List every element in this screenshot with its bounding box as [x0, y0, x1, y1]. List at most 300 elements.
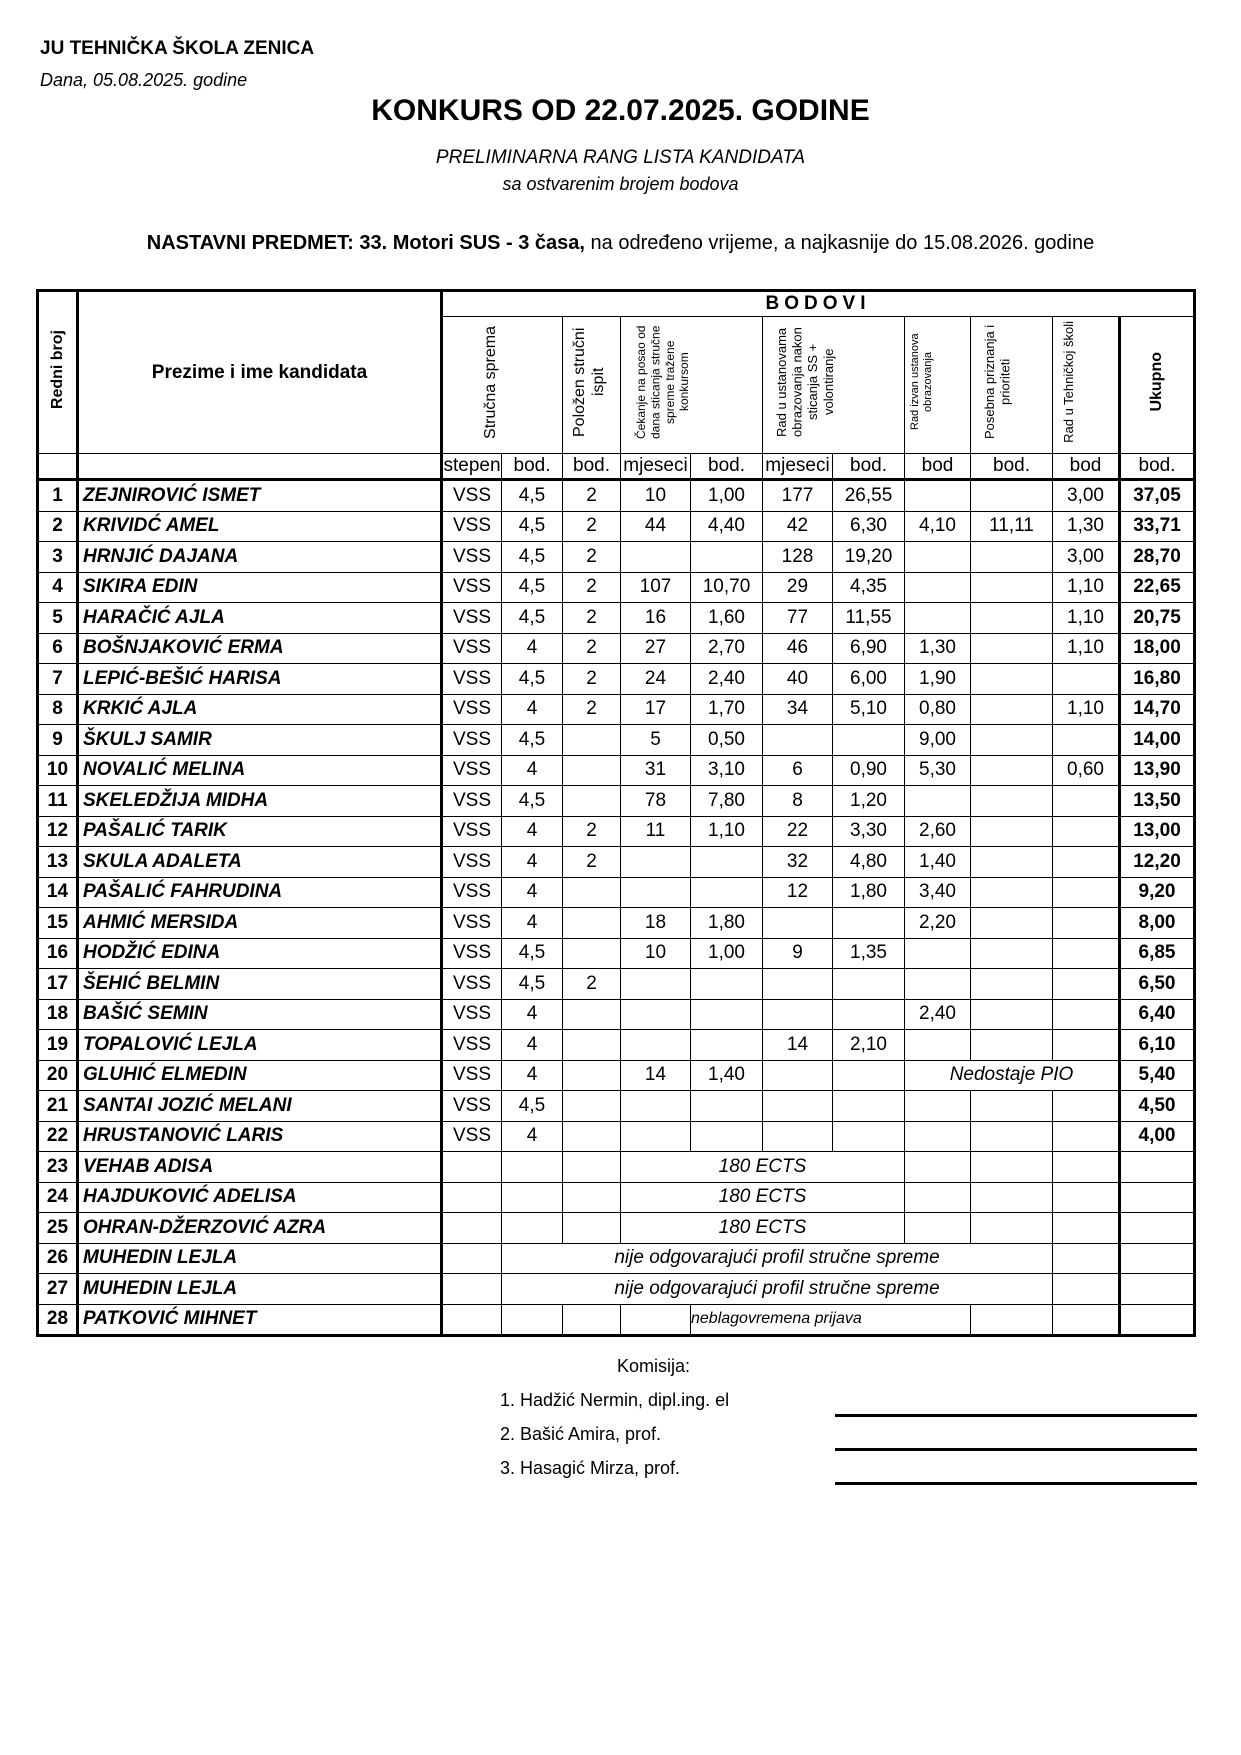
stepen: VSS	[442, 877, 502, 908]
row-number: 14	[38, 877, 78, 908]
cell-empty	[1053, 1152, 1120, 1183]
special-points	[971, 755, 1053, 786]
missing-pio-note: Nedostaje PIO	[905, 1060, 1120, 1091]
exam-points	[563, 725, 621, 756]
header-rad-izvan: Rad izvan ustanova obrazovanja	[905, 317, 971, 454]
komisija-member: 2. Bašić Amira, prof.	[500, 1424, 662, 1444]
cell-empty	[1053, 1304, 1120, 1336]
stepen: VSS	[442, 999, 502, 1030]
header-rad-tehnicka: Rad u Tehničkoj školi	[1053, 317, 1120, 454]
candidate-name: TOPALOVIĆ LEJLA	[78, 1030, 442, 1061]
sprema-points: 4,5	[502, 603, 563, 634]
waiting-points	[691, 1030, 763, 1061]
stepen: VSS	[442, 1091, 502, 1122]
sprema-points: 4,5	[502, 664, 563, 695]
work-points	[833, 1091, 905, 1122]
sprema-points: 4,5	[502, 1091, 563, 1122]
waiting-points	[691, 542, 763, 573]
sprema-points: 4,5	[502, 572, 563, 603]
sprema-points: 4	[502, 999, 563, 1030]
komisija-member: 1. Hadžić Nermin, dipl.ing. el	[500, 1390, 730, 1410]
table-row	[38, 603, 1195, 634]
header-ukupno: Ukupno	[1120, 317, 1195, 454]
special-points: 11,11	[971, 511, 1053, 542]
table-row	[38, 1091, 1195, 1122]
special-points	[971, 999, 1053, 1030]
work-points: 1,20	[833, 786, 905, 817]
signature-line	[835, 1414, 1197, 1417]
outside-work-points	[905, 1091, 971, 1122]
header-name: Prezime i ime kandidata	[78, 291, 442, 454]
ects-note: 180 ECTS	[621, 1182, 905, 1213]
table-row	[38, 633, 1195, 664]
cell-empty	[971, 1213, 1053, 1244]
table-row	[38, 1182, 1195, 1213]
work-months: 32	[763, 847, 833, 878]
row-number: 16	[38, 938, 78, 969]
work-points: 19,20	[833, 542, 905, 573]
document-date: Dana, 05.08.2025. godine	[40, 70, 248, 90]
work-months	[763, 725, 833, 756]
waiting-points: 1,00	[691, 480, 763, 512]
cell-empty	[502, 1213, 563, 1244]
table-row	[38, 938, 1195, 969]
special-points	[971, 938, 1053, 969]
candidate-name: OHRAN-DŽERZOVIĆ AZRA	[78, 1213, 442, 1244]
waiting-months: 14	[621, 1060, 691, 1091]
sprema-points: 4	[502, 877, 563, 908]
row-number: 5	[38, 603, 78, 634]
subheader-bod: bod.	[1120, 454, 1195, 480]
work-points: 26,55	[833, 480, 905, 512]
exam-points	[563, 755, 621, 786]
table-row	[38, 969, 1195, 1000]
outside-work-points: 0,80	[905, 694, 971, 725]
waiting-points	[691, 1121, 763, 1152]
work-points: 4,80	[833, 847, 905, 878]
row-number: 15	[38, 908, 78, 939]
table-row	[38, 1243, 1195, 1274]
work-months	[763, 1121, 833, 1152]
stepen: VSS	[442, 1121, 502, 1152]
table-row	[38, 908, 1195, 939]
total-points: 4,50	[1120, 1091, 1195, 1122]
total-points	[1120, 1152, 1195, 1183]
exam-points: 2	[563, 847, 621, 878]
subheader-empty	[38, 454, 78, 480]
stepen: VSS	[442, 664, 502, 695]
total-points: 8,00	[1120, 908, 1195, 939]
total-points: 13,00	[1120, 816, 1195, 847]
candidate-name: AHMIĆ MERSIDA	[78, 908, 442, 939]
waiting-points: 0,50	[691, 725, 763, 756]
work-months: 46	[763, 633, 833, 664]
waiting-points: 4,40	[691, 511, 763, 542]
work-points: 2,10	[833, 1030, 905, 1061]
table-row	[38, 786, 1195, 817]
sprema-points: 4	[502, 908, 563, 939]
subtitle-secondary: sa ostvarenim brojem bodova	[502, 174, 739, 194]
waiting-points: 1,60	[691, 603, 763, 634]
row-number: 3	[38, 542, 78, 573]
ranking-table	[36, 289, 1196, 1337]
tehnicka-points: 1,10	[1053, 572, 1120, 603]
sprema-points: 4	[502, 1121, 563, 1152]
outside-work-points: 1,90	[905, 664, 971, 695]
cell-empty	[905, 1152, 971, 1183]
tehnicka-points: 3,00	[1053, 480, 1120, 512]
late-application-note: neblagovremena prijava	[691, 1304, 971, 1336]
work-months: 42	[763, 511, 833, 542]
waiting-months: 31	[621, 755, 691, 786]
table-row	[38, 725, 1195, 756]
sprema-points: 4	[502, 755, 563, 786]
waiting-points	[691, 877, 763, 908]
cell-empty	[442, 1304, 502, 1336]
candidate-name: PATKOVIĆ MIHNET	[78, 1304, 442, 1336]
header-polozen-ispit: Položen stručni ispit	[563, 317, 621, 454]
sprema-points: 4,5	[502, 938, 563, 969]
table-row	[38, 511, 1195, 542]
special-points	[971, 664, 1053, 695]
subheader-bod: bod	[1053, 454, 1120, 480]
outside-work-points	[905, 938, 971, 969]
cell-empty	[971, 1152, 1053, 1183]
tehnicka-points: 1,30	[1053, 511, 1120, 542]
sprema-points: 4	[502, 633, 563, 664]
waiting-points: 1,10	[691, 816, 763, 847]
waiting-months: 11	[621, 816, 691, 847]
cell-empty	[621, 1304, 691, 1336]
tehnicka-points	[1053, 938, 1120, 969]
subtitle: PRELIMINARNA RANG LISTA KANDIDATA	[435, 147, 806, 168]
total-points: 12,20	[1120, 847, 1195, 878]
header-cekanje: Čekanje na posao od dana sticanja stručne spreme tražene konkursom	[621, 317, 763, 454]
subject-rest: na određeno vrijeme, a najkasnije do 15.08.2026. godine	[584, 232, 1095, 254]
waiting-points	[691, 969, 763, 1000]
cell-empty	[563, 1182, 621, 1213]
work-months: 12	[763, 877, 833, 908]
row-number: 2	[38, 511, 78, 542]
candidate-name: ŠKULJ SAMIR	[78, 725, 442, 756]
table-body	[38, 480, 1195, 1336]
work-points: 1,35	[833, 938, 905, 969]
special-points	[971, 480, 1053, 512]
total-points	[1120, 1182, 1195, 1213]
row-number: 21	[38, 1091, 78, 1122]
exam-points	[563, 1121, 621, 1152]
cell-empty	[563, 1213, 621, 1244]
outside-work-points: 2,40	[905, 999, 971, 1030]
tehnicka-points	[1053, 1121, 1120, 1152]
exam-points: 2	[563, 694, 621, 725]
candidate-name: BAŠIĆ SEMIN	[78, 999, 442, 1030]
row-number: 1	[38, 480, 78, 512]
stepen: VSS	[442, 572, 502, 603]
candidate-name: BOŠNJAKOVIĆ ERMA	[78, 633, 442, 664]
special-points	[971, 603, 1053, 634]
row-number: 11	[38, 786, 78, 817]
work-points	[833, 1060, 905, 1091]
exam-points	[563, 1091, 621, 1122]
row-number: 10	[38, 755, 78, 786]
outside-work-points: 1,30	[905, 633, 971, 664]
subject-bold: NASTAVNI PREDMET: 33. Motori SUS - 3 časa,	[146, 232, 585, 254]
total-points: 14,70	[1120, 694, 1195, 725]
exam-points: 2	[563, 603, 621, 634]
candidate-name: GLUHIĆ ELMEDIN	[78, 1060, 442, 1091]
sprema-points: 4,5	[502, 542, 563, 573]
total-points: 6,40	[1120, 999, 1195, 1030]
cell-empty	[905, 1182, 971, 1213]
stepen: VSS	[442, 908, 502, 939]
total-points: 14,00	[1120, 725, 1195, 756]
stepen: VSS	[442, 938, 502, 969]
cell-empty	[502, 1152, 563, 1183]
exam-points: 2	[563, 816, 621, 847]
komisija-member: 3. Hasagić Mirza, prof.	[500, 1458, 681, 1478]
exam-points	[563, 877, 621, 908]
candidate-name: NOVALIĆ MELINA	[78, 755, 442, 786]
row-number: 13	[38, 847, 78, 878]
tehnicka-points: 1,10	[1053, 694, 1120, 725]
outside-work-points	[905, 969, 971, 1000]
special-points	[971, 816, 1053, 847]
outside-work-points	[905, 572, 971, 603]
exam-points: 2	[563, 633, 621, 664]
work-months	[763, 969, 833, 1000]
subheader-bod: bod.	[563, 454, 621, 480]
cell-empty	[502, 1304, 563, 1336]
work-months	[763, 1060, 833, 1091]
special-points	[971, 633, 1053, 664]
waiting-months	[621, 1091, 691, 1122]
subheader-bod: bod.	[833, 454, 905, 480]
exam-points	[563, 938, 621, 969]
cell-empty	[1053, 1243, 1120, 1274]
signature-line	[835, 1448, 1197, 1451]
tehnicka-points	[1053, 725, 1120, 756]
exam-points	[563, 786, 621, 817]
total-points: 6,85	[1120, 938, 1195, 969]
work-points	[833, 969, 905, 1000]
exam-points: 2	[563, 542, 621, 573]
candidate-name: SKELEDŽIJA MIDHA	[78, 786, 442, 817]
total-points: 33,71	[1120, 511, 1195, 542]
table-row	[38, 542, 1195, 573]
sprema-points: 4,5	[502, 786, 563, 817]
subheader-mjeseci: mjeseci	[621, 454, 691, 480]
work-months: 177	[763, 480, 833, 512]
subheader-mjeseci: mjeseci	[763, 454, 833, 480]
table-row	[38, 1152, 1195, 1183]
tehnicka-points	[1053, 664, 1120, 695]
sprema-points: 4	[502, 1030, 563, 1061]
row-number: 8	[38, 694, 78, 725]
outside-work-points	[905, 1121, 971, 1152]
outside-work-points	[905, 480, 971, 512]
special-points	[971, 1030, 1053, 1061]
waiting-months: 16	[621, 603, 691, 634]
cell-empty	[442, 1213, 502, 1244]
stepen: VSS	[442, 847, 502, 878]
subheader-bod: bod	[905, 454, 971, 480]
waiting-points	[691, 847, 763, 878]
total-points: 37,05	[1120, 480, 1195, 512]
table-row	[38, 755, 1195, 786]
subheader-bod: bod.	[691, 454, 763, 480]
candidate-name: HODŽIĆ EDINA	[78, 938, 442, 969]
cell-empty	[971, 1182, 1053, 1213]
tehnicka-points	[1053, 969, 1120, 1000]
page-title: KONKURS OD 22.07.2025. GODINE	[371, 94, 870, 127]
outside-work-points: 2,60	[905, 816, 971, 847]
row-number: 4	[38, 572, 78, 603]
stepen: VSS	[442, 694, 502, 725]
table-row	[38, 1121, 1195, 1152]
waiting-months	[621, 877, 691, 908]
work-points: 6,90	[833, 633, 905, 664]
waiting-points: 3,10	[691, 755, 763, 786]
row-number: 7	[38, 664, 78, 695]
work-months	[763, 1091, 833, 1122]
work-months: 77	[763, 603, 833, 634]
total-points	[1120, 1213, 1195, 1244]
waiting-points: 10,70	[691, 572, 763, 603]
row-number: 27	[38, 1274, 78, 1305]
outside-work-points	[905, 603, 971, 634]
total-points	[1120, 1243, 1195, 1274]
row-number: 26	[38, 1243, 78, 1274]
header-strucna-sprema: Stručna sprema	[442, 317, 563, 454]
komisija-label: Komisija:	[617, 1356, 691, 1376]
exam-points: 2	[563, 511, 621, 542]
special-points	[971, 877, 1053, 908]
subheader-bod: bod.	[502, 454, 563, 480]
candidate-name: SKULA ADALETA	[78, 847, 442, 878]
candidate-name: PAŠALIĆ TARIK	[78, 816, 442, 847]
exam-points: 2	[563, 480, 621, 512]
work-points: 1,80	[833, 877, 905, 908]
row-number: 28	[38, 1304, 78, 1336]
cell-empty	[971, 1304, 1053, 1336]
total-points: 13,90	[1120, 755, 1195, 786]
header-rad-u-ustanovama: Rad u ustanovama obrazovanja nakon sticanja SS + volontiranje	[763, 317, 905, 454]
special-points	[971, 694, 1053, 725]
special-points	[971, 969, 1053, 1000]
tehnicka-points	[1053, 816, 1120, 847]
waiting-months	[621, 999, 691, 1030]
waiting-months: 10	[621, 938, 691, 969]
total-points: 6,50	[1120, 969, 1195, 1000]
total-points	[1120, 1304, 1195, 1336]
work-points: 11,55	[833, 603, 905, 634]
waiting-months: 78	[621, 786, 691, 817]
tehnicka-points	[1053, 877, 1120, 908]
candidate-name: SIKIRA EDIN	[78, 572, 442, 603]
special-points	[971, 786, 1053, 817]
header-row-1	[38, 291, 1195, 317]
table-row	[38, 1060, 1195, 1091]
stepen: VSS	[442, 725, 502, 756]
waiting-months: 107	[621, 572, 691, 603]
total-points	[1120, 1274, 1195, 1305]
waiting-months: 44	[621, 511, 691, 542]
tehnicka-points	[1053, 786, 1120, 817]
tehnicka-points: 0,60	[1053, 755, 1120, 786]
table-row	[38, 664, 1195, 695]
table-row	[38, 816, 1195, 847]
candidate-name: VEHAB ADISA	[78, 1152, 442, 1183]
row-number: 19	[38, 1030, 78, 1061]
candidate-name: HRNJIĆ DAJANA	[78, 542, 442, 573]
waiting-months: 24	[621, 664, 691, 695]
work-points	[833, 1121, 905, 1152]
candidate-name: KRKIĆ AJLA	[78, 694, 442, 725]
table-row	[38, 1030, 1195, 1061]
work-points	[833, 725, 905, 756]
subheader-bod: bod.	[971, 454, 1053, 480]
special-points	[971, 1121, 1053, 1152]
waiting-months	[621, 1121, 691, 1152]
profile-note: nije odgovarajući profil stručne spreme	[502, 1243, 1053, 1274]
cell-empty	[442, 1243, 502, 1274]
tehnicka-points: 1,10	[1053, 633, 1120, 664]
candidate-name: PAŠALIĆ FAHRUDINA	[78, 877, 442, 908]
row-number: 20	[38, 1060, 78, 1091]
sprema-points: 4	[502, 694, 563, 725]
ects-note: 180 ECTS	[621, 1152, 905, 1183]
subheader-stepen: stepen	[442, 454, 502, 480]
outside-work-points	[905, 542, 971, 573]
stepen: VSS	[442, 816, 502, 847]
sprema-points: 4,5	[502, 725, 563, 756]
work-months: 22	[763, 816, 833, 847]
row-number: 9	[38, 725, 78, 756]
total-points: 9,20	[1120, 877, 1195, 908]
work-points	[833, 908, 905, 939]
outside-work-points: 5,30	[905, 755, 971, 786]
candidate-name: KRIVIDĆ AMEL	[78, 511, 442, 542]
table-row	[38, 1274, 1195, 1305]
work-points: 0,90	[833, 755, 905, 786]
sprema-points: 4,5	[502, 969, 563, 1000]
waiting-points	[691, 1091, 763, 1122]
tehnicka-points	[1053, 908, 1120, 939]
outside-work-points: 2,20	[905, 908, 971, 939]
cell-empty	[502, 1182, 563, 1213]
waiting-months	[621, 1030, 691, 1061]
special-points	[971, 572, 1053, 603]
candidate-name: HAJDUKOVIĆ ADELISA	[78, 1182, 442, 1213]
stepen: VSS	[442, 511, 502, 542]
total-points: 18,00	[1120, 633, 1195, 664]
stepen: VSS	[442, 603, 502, 634]
stepen: VSS	[442, 542, 502, 573]
special-points	[971, 542, 1053, 573]
total-points: 6,10	[1120, 1030, 1195, 1061]
total-points: 4,00	[1120, 1121, 1195, 1152]
stepen: VSS	[442, 633, 502, 664]
table-row	[38, 877, 1195, 908]
stepen: VSS	[442, 786, 502, 817]
waiting-points: 2,70	[691, 633, 763, 664]
stepen: VSS	[442, 480, 502, 512]
sprema-points: 4,5	[502, 511, 563, 542]
cell-empty	[905, 1213, 971, 1244]
waiting-months	[621, 542, 691, 573]
exam-points: 2	[563, 969, 621, 1000]
